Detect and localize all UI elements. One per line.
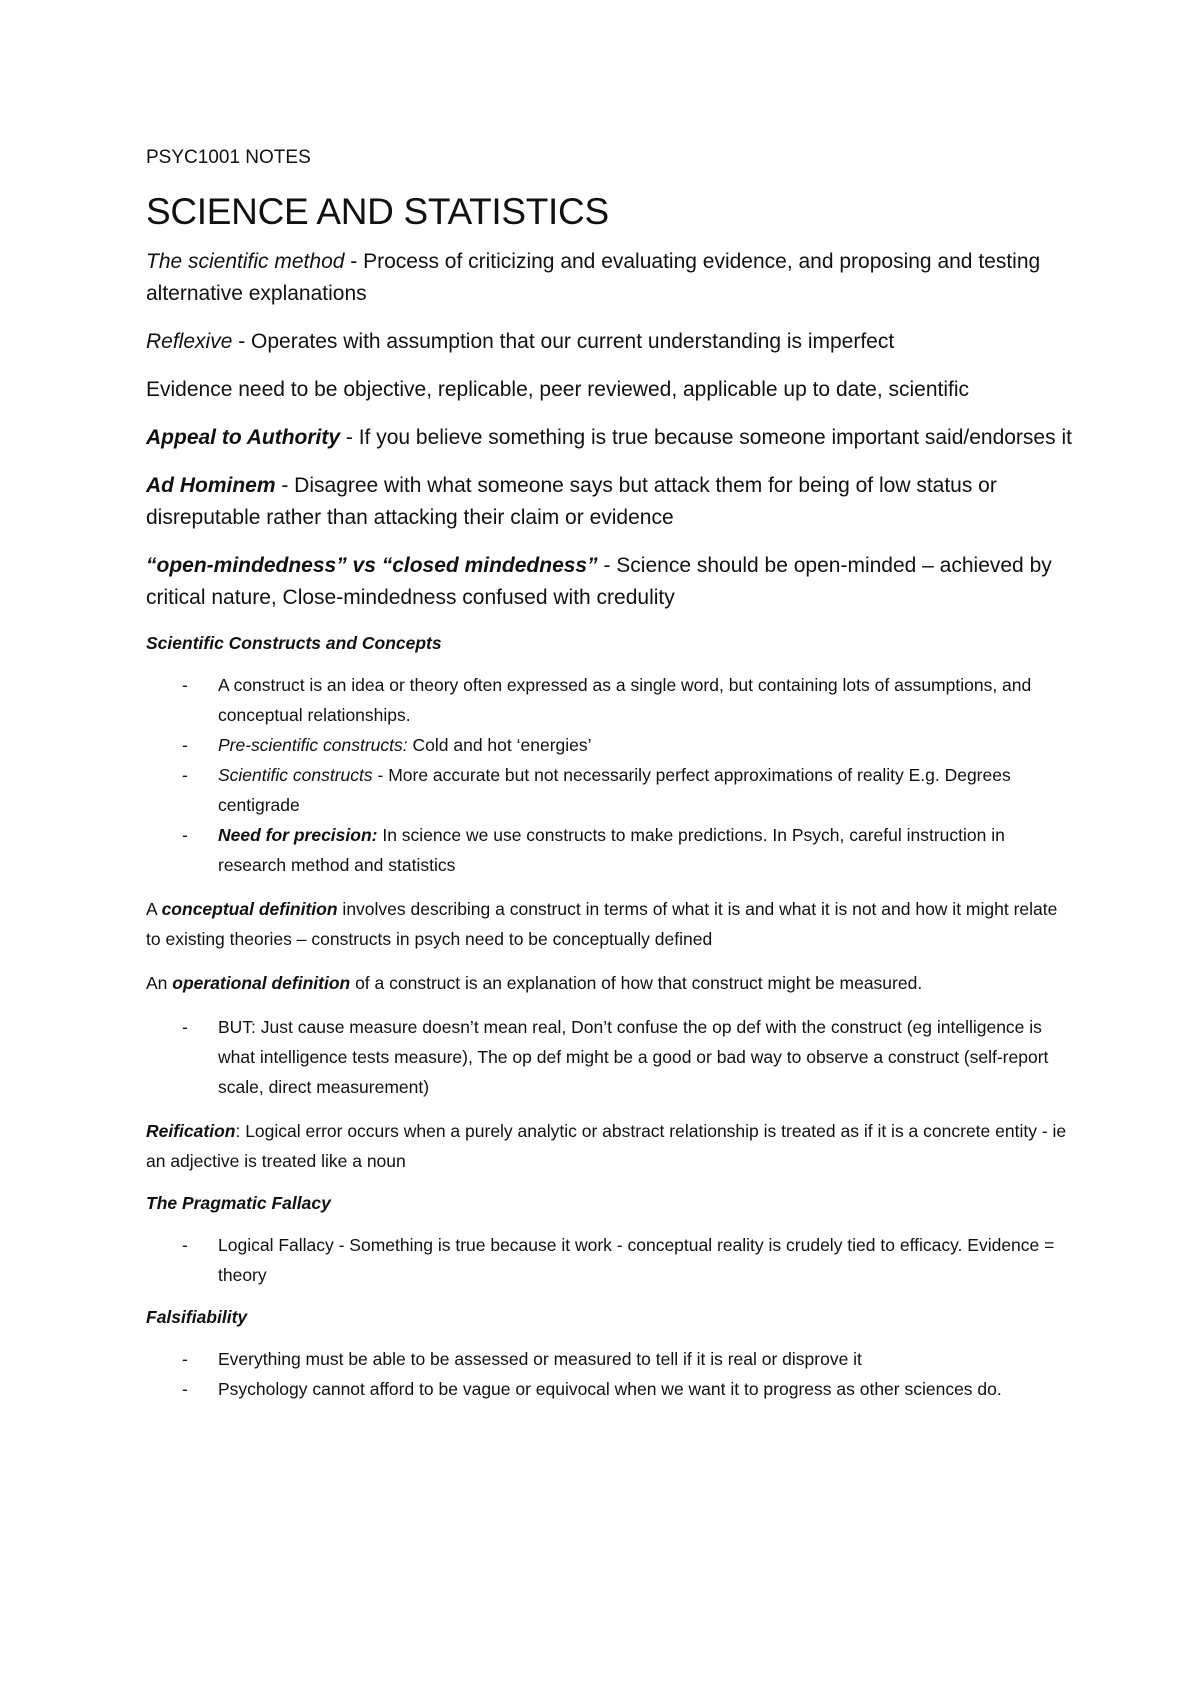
page-title: SCIENCE AND STATISTICS [146, 191, 609, 232]
list-item-text: Cold and hot ‘energies’ [407, 735, 592, 755]
term-scientific-method: The scientific method [146, 250, 345, 273]
section-heading-pragmatic-fallacy: The Pragmatic Fallacy [146, 1193, 331, 1213]
definition-scientific-method: - Process of criticizing and evaluating evidence, and proposing and testing alternative explanations [146, 250, 1041, 305]
definition-operational: of a construct is an explanation of how that construct might be measured. [350, 973, 923, 993]
paragraph-conceptual-definition [146, 894, 1076, 954]
list-item-text: Everything must be able to be assessed or measured to tell if it is real or disprove it [218, 1349, 862, 1369]
dash-bullet: - [182, 1017, 188, 1037]
term-reification: Reification [146, 1121, 236, 1141]
term-conceptual-definition: conceptual definition [161, 899, 338, 919]
list-item-term: Pre-scientific constructs: [218, 735, 408, 755]
list-item-text: A construct is an idea or theory often expressed as a single word, but containing lots of assumptions, and conceptual relationships. [218, 675, 1032, 725]
dash-bullet: - [182, 675, 188, 695]
definition-ad-hominem: - Disagree with what someone says but attack them for being of low status or disreputable rather than attacking their claim or evidence [146, 474, 997, 529]
dash-bullet: - [182, 1379, 188, 1399]
list-item-text: Psychology cannot afford to be vague or equivocal when we want it to progress as other sciences do. [218, 1379, 1002, 1399]
list-item-term: Scientific constructs [218, 765, 373, 785]
paragraph-operational-definition [146, 968, 1076, 998]
paragraph-reflexive [146, 326, 1076, 358]
term-reflexive: Reflexive [146, 330, 233, 353]
definition-appeal-to-authority: - If you believe something is true because someone important said/endorses it [340, 426, 1072, 449]
list-item [146, 1230, 1076, 1290]
list-item [146, 1344, 1076, 1374]
list-item-text: - More accurate but not necessarily perfect approximations of reality E.g. Degrees centigrade [218, 765, 1011, 815]
definition-open-mindedness: - Science should be open-minded – achieved by critical nature, Close-mindedness confused with credulity [146, 554, 1052, 609]
operational-list [146, 1012, 1076, 1102]
list-item-text: In science we use constructs to make predictions. In Psych, careful instruction in research method and statistics [218, 825, 1005, 875]
pragmatic-fallacy-list [146, 1230, 1076, 1290]
list-item-term: Need for precision: [218, 825, 378, 845]
paragraph-scientific-method [146, 246, 1076, 310]
term-appeal-to-authority: Appeal to Authority [146, 426, 341, 449]
list-item-text: BUT: Just cause measure doesn’t mean real, Don’t confuse the op def with the construct (eg intelligence is what intelligence tests measure), The op def might be a good or bad way to observe a construct (self-report scale, direct measurement) [218, 1017, 1049, 1097]
definition-reflexive: - Operates with assumption that our current understanding is imperfect [232, 330, 895, 353]
paragraph-open-mindedness [146, 550, 1076, 614]
constructs-list [146, 670, 1076, 880]
paragraph-evidence [146, 374, 1076, 406]
dash-bullet: - [182, 1349, 188, 1369]
list-item [146, 670, 1076, 730]
paragraph-reification [146, 1116, 1076, 1176]
dash-bullet: - [182, 735, 188, 755]
term-open-mindedness: “open-mindedness” vs “closed mindedness” [146, 554, 598, 577]
term-operational-definition: operational definition [172, 973, 351, 993]
list-item [146, 1374, 1076, 1404]
dash-bullet: - [182, 825, 188, 845]
dash-bullet: - [182, 1235, 188, 1255]
section-heading-constructs: Scientific Constructs and Concepts [146, 633, 442, 653]
course-label: PSYC1001 NOTES [146, 147, 311, 168]
lead-word: An [146, 973, 173, 993]
definition-reification: : Logical error occurs when a purely analytic or abstract relationship is treated as if it is a concrete entity - ie an adjective is treated like a noun [146, 1121, 1067, 1171]
document-page [146, 146, 1076, 1418]
list-item [146, 760, 1076, 820]
section-heading-falsifiability: Falsifiability [146, 1307, 248, 1327]
list-item [146, 730, 1076, 760]
list-item [146, 1012, 1076, 1102]
list-item-text: Logical Fallacy - Something is true because it work - conceptual reality is crudely tied to efficacy. Evidence = theory [218, 1235, 1055, 1285]
evidence-text: Evidence need to be objective, replicable, peer reviewed, applicable up to date, scientific [146, 378, 970, 401]
paragraph-ad-hominem [146, 470, 1076, 534]
term-ad-hominem: Ad Hominem [146, 474, 276, 497]
dash-bullet: - [182, 765, 188, 785]
definition-conceptual: involves describing a construct in terms of what it is and what it is not and how it might relate to existing theories – constructs in psych need to be conceptually defined [146, 899, 1058, 949]
paragraph-appeal-to-authority [146, 422, 1076, 454]
lead-word: A [146, 899, 162, 919]
list-item [146, 820, 1076, 880]
falsifiability-list [146, 1344, 1076, 1404]
